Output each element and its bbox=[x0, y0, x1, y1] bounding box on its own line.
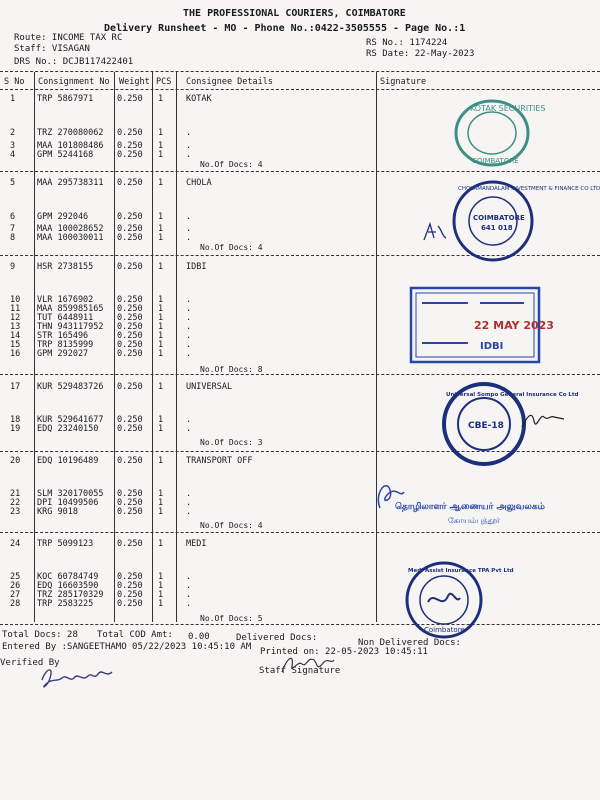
labour-stamp-city: கோயம்புத்தூர் bbox=[448, 516, 501, 525]
cell-cno: VLR 1676902 bbox=[37, 295, 94, 305]
cell-w: 0.250 bbox=[117, 295, 143, 305]
cell-details: . bbox=[186, 141, 192, 151]
cell-sno: 13 bbox=[10, 322, 21, 332]
medi-stamp-city: Coimbatore bbox=[424, 626, 465, 634]
cell-pcs: 1 bbox=[158, 322, 164, 332]
total-cod-label: Total COD Amt: bbox=[97, 630, 173, 640]
chola-stamp-ring: CHOLAMANDALAM INVESTMENT & FINANCE CO LTD bbox=[458, 186, 600, 192]
table-row bbox=[0, 599, 600, 609]
cell-sno: 14 bbox=[10, 331, 21, 341]
verified-signature bbox=[36, 660, 126, 696]
cell-pcs: 1 bbox=[158, 572, 164, 582]
rs-date: RS Date: 22-May-2023 bbox=[366, 49, 475, 59]
cell-details: . bbox=[186, 304, 192, 314]
group-doc-count: No.Of Docs: 3 bbox=[200, 438, 263, 447]
cell-cno: EDQ 23240150 bbox=[37, 424, 99, 434]
cell-details: . bbox=[186, 233, 192, 243]
cell-pcs: 1 bbox=[158, 489, 164, 499]
cell-w: 0.250 bbox=[117, 224, 143, 234]
cell-details: . bbox=[186, 415, 192, 425]
cell-w: 0.250 bbox=[117, 349, 143, 359]
cell-cno: KUR 529641677 bbox=[37, 415, 104, 425]
cell-pcs: 1 bbox=[158, 94, 164, 104]
medi-stamp-ring: Medi Assist Insurance TPA Pvt Ltd bbox=[408, 568, 514, 574]
cell-sno: 1 bbox=[10, 94, 16, 104]
cell-sno: 3 bbox=[10, 141, 16, 151]
cell-cno: STR 165496 bbox=[37, 331, 89, 341]
cell-pcs: 1 bbox=[158, 233, 164, 243]
staff-label: Staff: VISAGAN bbox=[14, 44, 90, 54]
cell-pcs: 1 bbox=[158, 141, 164, 151]
cell-w: 0.250 bbox=[117, 424, 143, 434]
cell-sno: 26 bbox=[10, 581, 21, 591]
group-doc-count: No.Of Docs: 4 bbox=[200, 243, 263, 252]
company-title: THE PROFESSIONAL COURIERS, COIMBATORE bbox=[183, 8, 406, 19]
cell-details: CHOLA bbox=[186, 178, 212, 188]
cell-cno: MAA 101808486 bbox=[37, 141, 104, 151]
cell-w: 0.250 bbox=[117, 233, 143, 243]
cell-w: 0.250 bbox=[117, 141, 143, 151]
cell-cno: HSR 2738155 bbox=[37, 262, 94, 272]
cell-w: 0.250 bbox=[117, 304, 143, 314]
cell-sno: 18 bbox=[10, 415, 21, 425]
group-doc-count: No.Of Docs: 4 bbox=[200, 521, 263, 530]
cell-sno: 7 bbox=[10, 224, 16, 234]
kotak-stamp-ring-bottom: COIMBATORE bbox=[472, 157, 519, 165]
cell-sno: 23 bbox=[10, 507, 21, 517]
cell-pcs: 1 bbox=[158, 539, 164, 549]
cell-details: . bbox=[186, 599, 192, 609]
cell-sno: 2 bbox=[10, 128, 16, 138]
cell-sno: 4 bbox=[10, 150, 16, 160]
cell-details: . bbox=[186, 331, 192, 341]
col-sno: S No bbox=[4, 77, 25, 87]
universal-stamp bbox=[440, 380, 579, 468]
cell-cno: TRP 2583225 bbox=[37, 599, 94, 609]
group-separator bbox=[0, 374, 600, 375]
cell-sno: 5 bbox=[10, 178, 16, 188]
cell-pcs: 1 bbox=[158, 590, 164, 600]
cell-w: 0.250 bbox=[117, 128, 143, 138]
col-pcs: PCS bbox=[156, 77, 172, 87]
staff-signature bbox=[278, 650, 338, 680]
cell-sno: 19 bbox=[10, 424, 21, 434]
cell-cno: TRZ 270080062 bbox=[37, 128, 104, 138]
column-header-row bbox=[0, 77, 600, 87]
cell-pcs: 1 bbox=[158, 262, 164, 272]
cell-w: 0.250 bbox=[117, 456, 143, 466]
cell-pcs: 1 bbox=[158, 498, 164, 508]
cell-pcs: 1 bbox=[158, 331, 164, 341]
cell-w: 0.250 bbox=[117, 331, 143, 341]
cell-sno: 25 bbox=[10, 572, 21, 582]
printed-on: Printed on: 22-05-2023 10:45:11 bbox=[260, 647, 428, 657]
cell-pcs: 1 bbox=[158, 340, 164, 350]
runsheet-subtitle: Delivery Runsheet - MO - Phone No.:0422-3505555 - Page No.:1 bbox=[104, 23, 466, 34]
cell-pcs: 1 bbox=[158, 313, 164, 323]
cell-pcs: 1 bbox=[158, 599, 164, 609]
group-doc-count: No.Of Docs: 4 bbox=[200, 160, 263, 169]
cell-details: MEDI bbox=[186, 539, 207, 549]
universal-stamp-code: CBE-18 bbox=[468, 421, 504, 431]
cell-sno: 10 bbox=[10, 295, 21, 305]
cell-details: . bbox=[186, 128, 192, 138]
cell-details: . bbox=[186, 349, 192, 359]
staff-signature-label: Staff Signature bbox=[259, 666, 341, 676]
col-weight: Weight bbox=[119, 77, 150, 87]
cell-details: . bbox=[186, 590, 192, 600]
idbi-stamp-bank: IDBI bbox=[480, 341, 504, 352]
medi-stamp bbox=[398, 560, 514, 644]
cell-cno: TRP 5867971 bbox=[37, 94, 94, 104]
universal-stamp-ring: Universal Sompo General Insurance Co Ltd bbox=[446, 392, 579, 398]
cell-details: . bbox=[186, 313, 192, 323]
cell-cno: EDQ 16603590 bbox=[37, 581, 99, 591]
cell-cno: GPM 5244168 bbox=[37, 150, 94, 160]
cell-cno: KRG 9018 bbox=[37, 507, 78, 517]
group-doc-count: No.Of Docs: 8 bbox=[200, 365, 263, 374]
cell-w: 0.250 bbox=[117, 262, 143, 272]
cell-details: UNIVERSAL bbox=[186, 382, 233, 392]
route-label: Route: INCOME TAX RC bbox=[14, 33, 123, 43]
cell-w: 0.250 bbox=[117, 94, 143, 104]
cell-details: . bbox=[186, 322, 192, 332]
header-bottom-rule bbox=[0, 89, 600, 90]
cell-details: . bbox=[186, 572, 192, 582]
cell-w: 0.250 bbox=[117, 178, 143, 188]
cell-pcs: 1 bbox=[158, 224, 164, 234]
col-consignment: Consignment No bbox=[38, 77, 110, 87]
cell-sno: 28 bbox=[10, 599, 21, 609]
cell-cno: MAA 295738311 bbox=[37, 178, 104, 188]
total-cod-amount: 0.00 bbox=[188, 632, 210, 642]
cell-cno: GPM 292046 bbox=[37, 212, 89, 222]
chola-stamp-pin: 641 018 bbox=[481, 224, 513, 232]
cell-pcs: 1 bbox=[158, 212, 164, 222]
idbi-stamp-date: 22 MAY 2023 bbox=[474, 319, 554, 332]
cell-sno: 15 bbox=[10, 340, 21, 350]
cell-pcs: 1 bbox=[158, 581, 164, 591]
cell-sno: 6 bbox=[10, 212, 16, 222]
cell-pcs: 1 bbox=[158, 295, 164, 305]
cell-w: 0.250 bbox=[117, 507, 143, 517]
cell-sno: 27 bbox=[10, 590, 21, 600]
cell-details: . bbox=[186, 224, 192, 234]
cell-w: 0.250 bbox=[117, 322, 143, 332]
cell-pcs: 1 bbox=[158, 150, 164, 160]
cell-sno: 16 bbox=[10, 349, 21, 359]
cell-w: 0.250 bbox=[117, 498, 143, 508]
kotak-stamp bbox=[448, 95, 546, 173]
cell-pcs: 1 bbox=[158, 382, 164, 392]
cell-cno: KOC 60784749 bbox=[37, 572, 99, 582]
chola-signature bbox=[420, 220, 450, 246]
cell-w: 0.250 bbox=[117, 212, 143, 222]
cell-pcs: 1 bbox=[158, 456, 164, 466]
rs-number: RS No.: 1174224 bbox=[366, 38, 448, 48]
cell-w: 0.250 bbox=[117, 340, 143, 350]
cell-cno: TRP 5099123 bbox=[37, 539, 94, 549]
cell-w: 0.250 bbox=[117, 382, 143, 392]
cell-cno: DPI 10499506 bbox=[37, 498, 99, 508]
cell-w: 0.250 bbox=[117, 313, 143, 323]
total-docs: Total Docs: 28 bbox=[2, 630, 78, 640]
col-signature: Signature bbox=[380, 77, 427, 87]
cell-w: 0.250 bbox=[117, 590, 143, 600]
cell-sno: 8 bbox=[10, 233, 16, 243]
cell-w: 0.250 bbox=[117, 489, 143, 499]
cell-details: . bbox=[186, 150, 192, 160]
cell-sno: 24 bbox=[10, 539, 21, 549]
cell-cno: MAA 100028652 bbox=[37, 224, 104, 234]
cell-w: 0.250 bbox=[117, 599, 143, 609]
cell-sno: 20 bbox=[10, 456, 21, 466]
cell-sno: 9 bbox=[10, 262, 16, 272]
cell-pcs: 1 bbox=[158, 304, 164, 314]
cell-cno: THN 943117952 bbox=[37, 322, 104, 332]
footer-rule bbox=[0, 624, 600, 625]
universal-signature bbox=[520, 405, 570, 435]
cell-pcs: 1 bbox=[158, 349, 164, 359]
cell-cno: TRP 8135999 bbox=[37, 340, 94, 350]
group-doc-count: No.Of Docs: 5 bbox=[200, 614, 263, 623]
cell-pcs: 1 bbox=[158, 507, 164, 517]
cell-cno: KUR 529483726 bbox=[37, 382, 104, 392]
cell-sno: 12 bbox=[10, 313, 21, 323]
non-delivered-docs: Non Delivered Docs: bbox=[358, 638, 461, 648]
drs-number: DRS No.: DCJB117422401 bbox=[14, 57, 134, 67]
chola-stamp-city: COIMBATORE bbox=[473, 214, 525, 222]
cell-pcs: 1 bbox=[158, 128, 164, 138]
idbi-stamp bbox=[408, 285, 554, 367]
group-separator bbox=[0, 532, 600, 533]
cell-pcs: 1 bbox=[158, 424, 164, 434]
cell-details: . bbox=[186, 340, 192, 350]
cell-details: . bbox=[186, 295, 192, 305]
cell-details: . bbox=[186, 498, 192, 508]
cell-cno: MAA 859985165 bbox=[37, 304, 104, 314]
table-row bbox=[0, 539, 600, 549]
cell-details: TRANSPORT OFF bbox=[186, 456, 253, 466]
cell-cno: SLM 320170055 bbox=[37, 489, 104, 499]
cell-sno: 22 bbox=[10, 498, 21, 508]
cell-cno: GPM 292027 bbox=[37, 349, 89, 359]
cell-pcs: 1 bbox=[158, 178, 164, 188]
verified-by: Verified By bbox=[0, 658, 60, 668]
cell-sno: 11 bbox=[10, 304, 21, 314]
cell-w: 0.250 bbox=[117, 572, 143, 582]
cell-cno: MAA 100030011 bbox=[37, 233, 104, 243]
cell-details: . bbox=[186, 212, 192, 222]
cell-sno: 17 bbox=[10, 382, 21, 392]
cell-details: . bbox=[186, 507, 192, 517]
cell-cno: TRZ 285170329 bbox=[37, 590, 104, 600]
cell-w: 0.250 bbox=[117, 415, 143, 425]
cell-details: . bbox=[186, 424, 192, 434]
kotak-stamp-ring-top: KOTAK SECURITIES bbox=[470, 104, 546, 113]
col-consignee: Consignee Details bbox=[186, 77, 273, 87]
cell-details: . bbox=[186, 581, 192, 591]
delivered-docs: Delivered Docs: bbox=[236, 633, 318, 643]
cell-cno: TUT 6448911 bbox=[37, 313, 94, 323]
chola-stamp bbox=[450, 178, 600, 264]
cell-details: . bbox=[186, 489, 192, 499]
cell-w: 0.250 bbox=[117, 150, 143, 160]
cell-cno: EDQ 10196489 bbox=[37, 456, 99, 466]
header-top-rule bbox=[0, 71, 600, 72]
labour-stamp-text: தொழிலாளர் ஆணையர் அலுவலகம் bbox=[395, 502, 545, 512]
cell-sno: 21 bbox=[10, 489, 21, 499]
cell-pcs: 1 bbox=[158, 415, 164, 425]
cell-w: 0.250 bbox=[117, 539, 143, 549]
cell-w: 0.250 bbox=[117, 581, 143, 591]
cell-details: IDBI bbox=[186, 262, 207, 272]
entered-by: Entered By :SANGEETHAMO 05/22/2023 10:45:10 AM bbox=[2, 642, 252, 652]
cell-details: KOTAK bbox=[186, 94, 212, 104]
